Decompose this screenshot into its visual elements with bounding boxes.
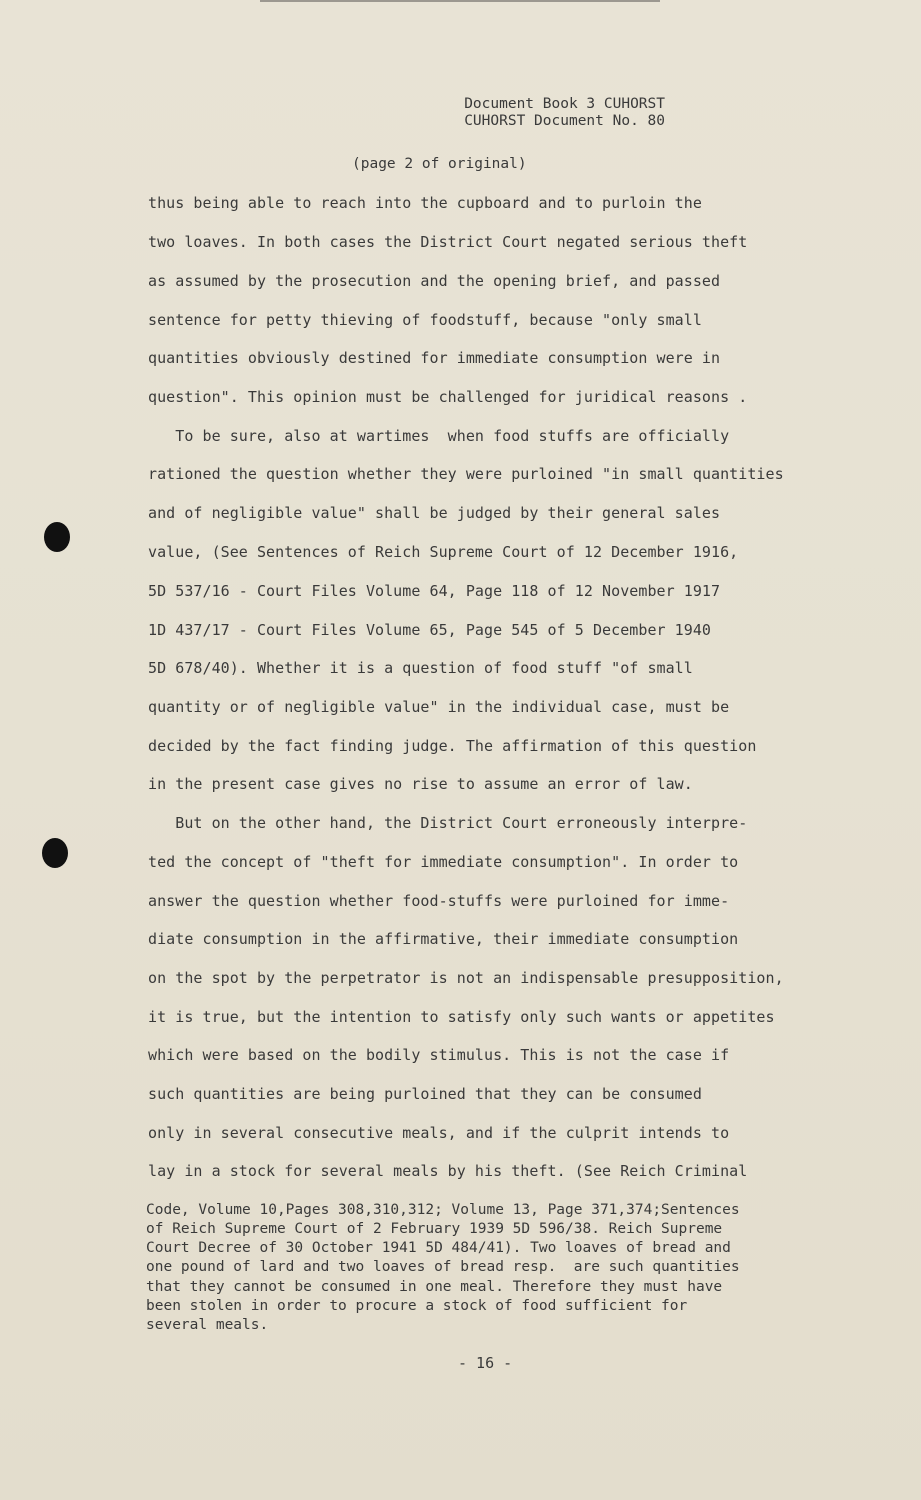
document-header bbox=[464, 96, 665, 130]
footnote-line: of Reich Supreme Court of 2 February 1939 5D 596/38. Reich Supreme bbox=[146, 1221, 723, 1237]
body-line: diate consumption in the affirmative, their immediate consumption bbox=[148, 930, 739, 948]
header-document-line: CUHORST Document No. 80 bbox=[464, 113, 665, 129]
body-line: quantities obviously destined for immediate consumption were in bbox=[148, 349, 721, 367]
body-line: as assumed by the prosecution and the opening brief, and passed bbox=[148, 272, 721, 290]
body-line: 5D 537/16 - Court Files Volume 64, Page 118 of 12 November 1917 bbox=[148, 582, 721, 600]
body-line: answer the question whether food-stuffs were purloined for imme- bbox=[148, 892, 730, 910]
body-line: value, (See Sentences of Reich Supreme Court of 12 December 1916, bbox=[148, 543, 739, 561]
body-line: thus being able to reach into the cupboard and to purloin the bbox=[148, 194, 702, 212]
body-line: quantity or of negligible value" in the individual case, must be bbox=[148, 698, 730, 716]
body-line: But on the other hand, the District Court erroneously interpre- bbox=[148, 814, 748, 832]
body-line: To be sure, also at wartimes when food stuffs are officially bbox=[148, 427, 730, 445]
body-line: question". This opinion must be challenged for juridical reasons . bbox=[148, 388, 748, 406]
body-line: decided by the fact finding judge. The affirmation of this question bbox=[148, 737, 757, 755]
header-book-line: Document Book 3 CUHORST bbox=[464, 96, 665, 112]
body-line: in the present case gives no rise to assume an error of law. bbox=[148, 775, 693, 793]
body-line: and of negligible value" shall be judged by their general sales bbox=[148, 504, 721, 522]
footnote-line: several meals. bbox=[146, 1317, 269, 1333]
footnote-line: one pound of lard and two loaves of bread resp. are such quantities bbox=[146, 1259, 740, 1275]
body-line: ted the concept of "theft for immediate consumption". In order to bbox=[148, 853, 739, 871]
page-note: (page 2 of original) bbox=[352, 156, 527, 172]
body-line: on the spot by the perpetrator is not an indispensable presupposition, bbox=[148, 969, 784, 987]
footnote-line: been stolen in order to procure a stock of food sufficient for bbox=[146, 1298, 688, 1314]
footnote-line: Code, Volume 10,Pages 308,310,312; Volume 13, Page 371,374;Sentences bbox=[146, 1202, 740, 1218]
footnote-line: Court Decree of 30 October 1941 5D 484/41). Two loaves of bread and bbox=[146, 1240, 731, 1256]
body-line: rationed the question whether they were purloined "in small quantities bbox=[148, 465, 784, 483]
body-line: two loaves. In both cases the District Court negated serious theft bbox=[148, 233, 748, 251]
footnote-line: that they cannot be consumed in one meal. Therefore they must have bbox=[146, 1279, 723, 1295]
body-line: it is true, but the intention to satisfy only such wants or appetites bbox=[148, 1008, 775, 1026]
page-edge-line bbox=[260, 0, 660, 2]
body-line: 5D 678/40). Whether it is a question of food stuff "of small bbox=[148, 659, 693, 677]
body-line: which were based on the bodily stimulus. This is not the case if bbox=[148, 1046, 730, 1064]
body-line: 1D 437/17 - Court Files Volume 65, Page 545 of 5 December 1940 bbox=[148, 621, 712, 639]
body-line: lay in a stock for several meals by his theft. (See Reich Criminal bbox=[148, 1162, 748, 1180]
page-number: - 16 - bbox=[458, 1354, 513, 1372]
punch-hole-top bbox=[44, 522, 70, 552]
body-line: such quantities are being purloined that they can be consumed bbox=[148, 1085, 702, 1103]
body-line: sentence for petty thieving of foodstuff, because "only small bbox=[148, 311, 702, 329]
punch-hole-bottom bbox=[42, 838, 68, 868]
body-line: only in several consecutive meals, and if the culprit intends to bbox=[148, 1124, 730, 1142]
